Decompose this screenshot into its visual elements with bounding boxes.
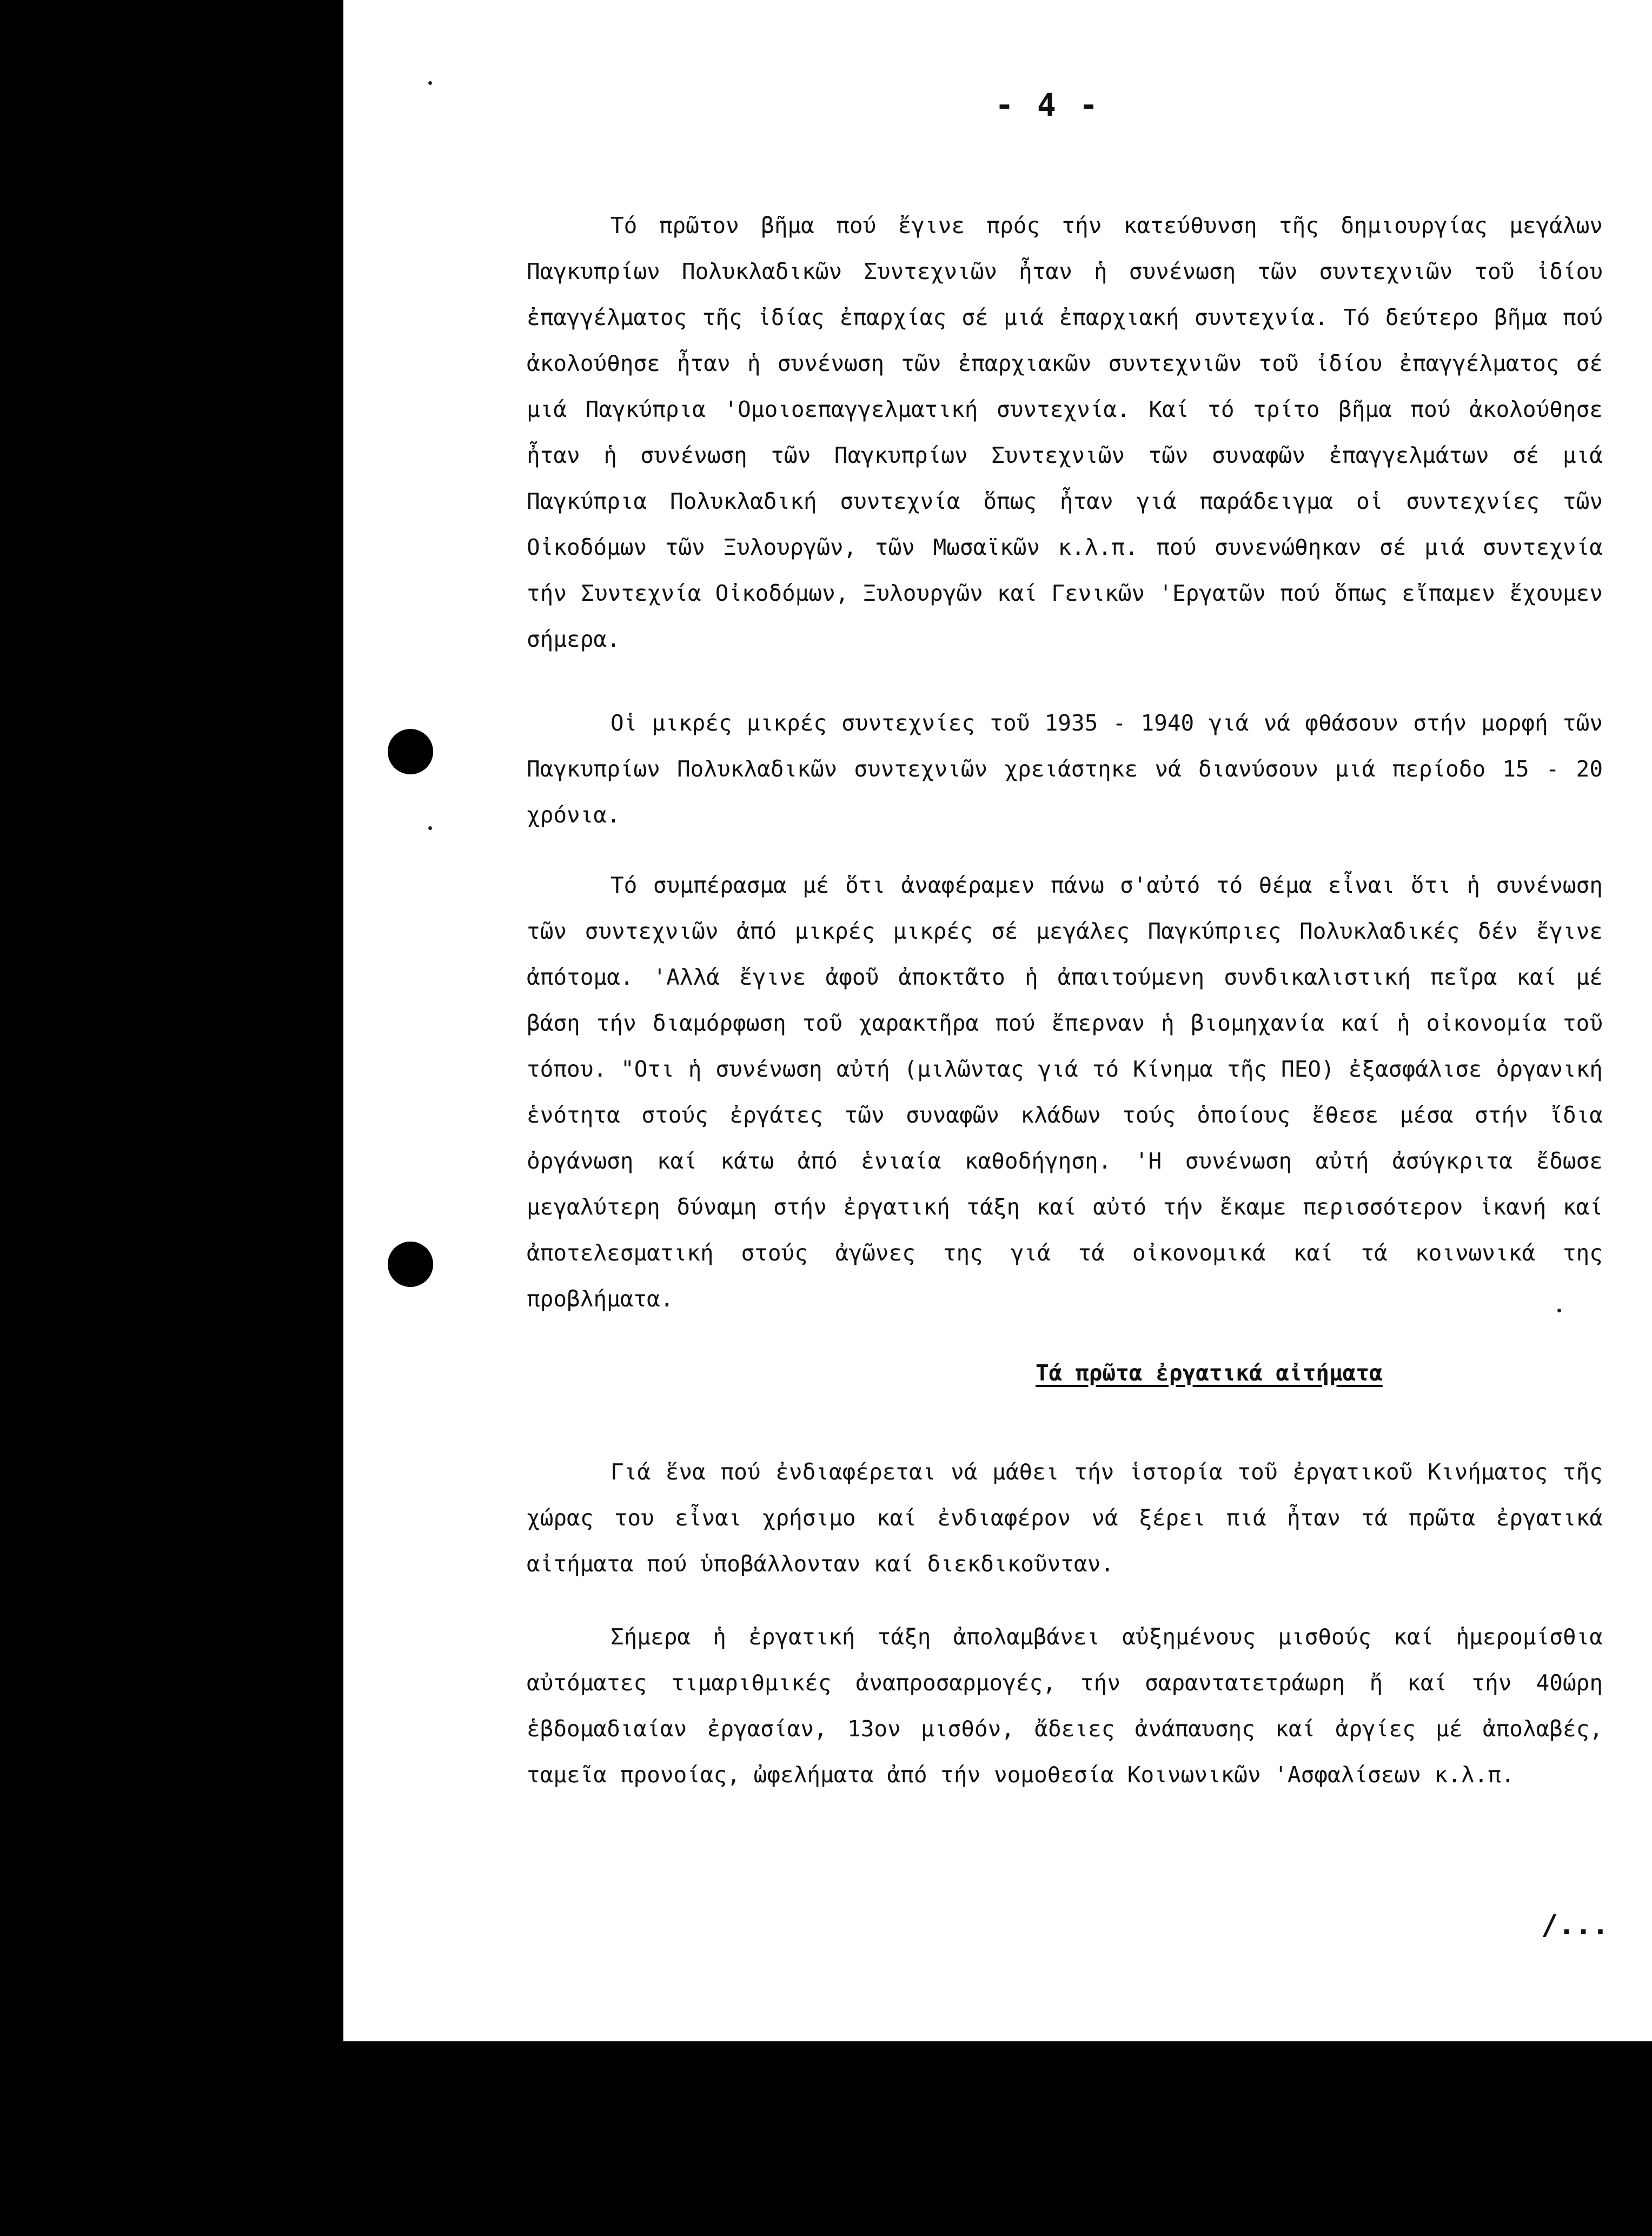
body-paragraph: Σήμερα ἡ ἐργατική τάξη ἀπολαμβάνει αὐξημένους μισθούς καί ἡμερομίσθια αὐτόματες τιμαριθμικές ἀναπροσαρμογές, τήν σαραντατετράωρη ἤ καί τήν 40ώρη ἑβδομαδιαίαν ἐργασίαν, 13ον μισθόν, ἄδειες ἀνάπαυσης καί ἀργίες μέ ἀπολαβές, ταμεῖα προνοίας, ὠφελήματα ἀπό τήν νομοθεσία Κοινωνικῶν 'Ασφαλίσεων κ.λ.π. bbox=[527, 1624, 1603, 1788]
punch-hole bbox=[388, 1242, 433, 1287]
body-paragraph: Τό συμπέρασμα μέ ὅτι ἀναφέραμεν πάνω σ'αὐτό τό θέμα εἶναι ὅτι ἡ συνένωση τῶν συντεχνιῶν ἀπό μικρές μικρές σέ μεγάλες Παγκύπριες Πολυκλαδικές δέν ἔγινε ἀπότομα. 'Αλλά ἔγινε ἀφοῦ ἀποκτᾶτο ἡ ἀπαιτούμενη συνδικαλιστική πεῖρα καί μέ βάση τήν διαμόρφωση τοῦ χαρακτῆρα πού ἔπερναν ἡ βιομηχανία καί ἡ οἰκονομία τοῦ τόπου. "Οτι ἡ συνένωση αὐτή (μιλῶντας γιά τό Κίνημα τῆς ΠΕΟ) ἐξασφάλισε ὀργανική ἑνότητα στούς ἐργάτες τῶν συναφῶν κλάδων τούς ὁποίους ἔθεσε μέσα στήν ἴδια ὀργάνωση καί κάτω ἀπό ἑνιαία καθοδήγηση. 'Η συνένωση αὐτή ἀσύγκριτα ἔδωσε μεγαλύτερη δύναμη στήν ἐργατική τάξη καί αὐτό τήν ἔκαμε περισσότερον ἱκανή καί ἀποτελεσματική στούς ἀγῶνες της γιά τά οἰκονομικά καί τά κοινωνικά της προβλήματα. bbox=[527, 872, 1603, 1312]
scan-speck bbox=[428, 81, 432, 85]
section-heading: Τά πρῶτα ἐργατικά αἰτήματα bbox=[1036, 1360, 1383, 1386]
scan-speck bbox=[428, 826, 432, 830]
continuation-mark: /... bbox=[1541, 1909, 1609, 1941]
page-number: - 4 - bbox=[995, 87, 1100, 123]
body-paragraph: Γιά ἕνα πού ἐνδιαφέρεται νά μάθει τήν ἱστορία τοῦ ἐργατικοῦ Κινήματος τῆς χώρας του εἶναι χρήσιμο καί ἐνδιαφέρον νά ξέρει πιά ἦταν τά πρῶτα ἐργατικά αἰτήματα πού ὑποβάλλονταν καί διεκδικοῦνταν. bbox=[527, 1459, 1603, 1577]
body-paragraph: Τό πρῶτον βῆμα πού ἔγινε πρός τήν κατεύθυνση τῆς δημιουργίας μεγάλων Παγκυπρίων Πολυκλαδικῶν Συντεχνιῶν ἦταν ἡ συνένωση τῶν συντεχνιῶν τοῦ ἰδίου ἐπαγγέλματος τῆς ἰδίας ἐπαρχίας σέ μιά ἐπαρχιακή συντεχνία. Τό δεύτερο βῆμα πού ἀκολούθησε ἦταν ἡ συνένωση τῶν ἐπαρχιακῶν συντεχνιῶν τοῦ ἰδίου ἐπαγγέλματος σέ μιά Παγκύπρια 'Ομοιοεπαγγελματική συντεχνία. Καί τό τρίτο βῆμα πού ἀκολούθησε ἦταν ἡ συνένωση τῶν Παγκυπρίων Συντεχνιῶν τῶν συναφῶν ἐπαγγελμάτων σέ μιά Παγκύπρια Πολυκλαδική συντεχνία ὅπως ἦταν γιά παράδειγμα οἱ συντεχνίες τῶν Οἰκοδόμων τῶν Ξυλουργῶν, τῶν Μωσαϊκῶν κ.λ.π. πού συνενώθηκαν σέ μιά συντεχνία τήν Συντεχνία Οἰκοδόμων, Ξυλουργῶν καί Γενικῶν 'Εργατῶν πού ὅπως εἴπαμεν ἔχουμεν σήμερα. bbox=[527, 213, 1603, 652]
punch-hole bbox=[388, 729, 433, 774]
body-paragraph: Οἱ μικρές μικρές συντεχνίες τοῦ 1935 - 1940 γιά νά φθάσουν στήν μορφή τῶν Παγκυπρίων Πολυκλαδικῶν συντεχνιῶν χρειάστηκε νά διανύσουν μιά περίοδο 15 - 20 χρόνια. bbox=[527, 710, 1603, 828]
